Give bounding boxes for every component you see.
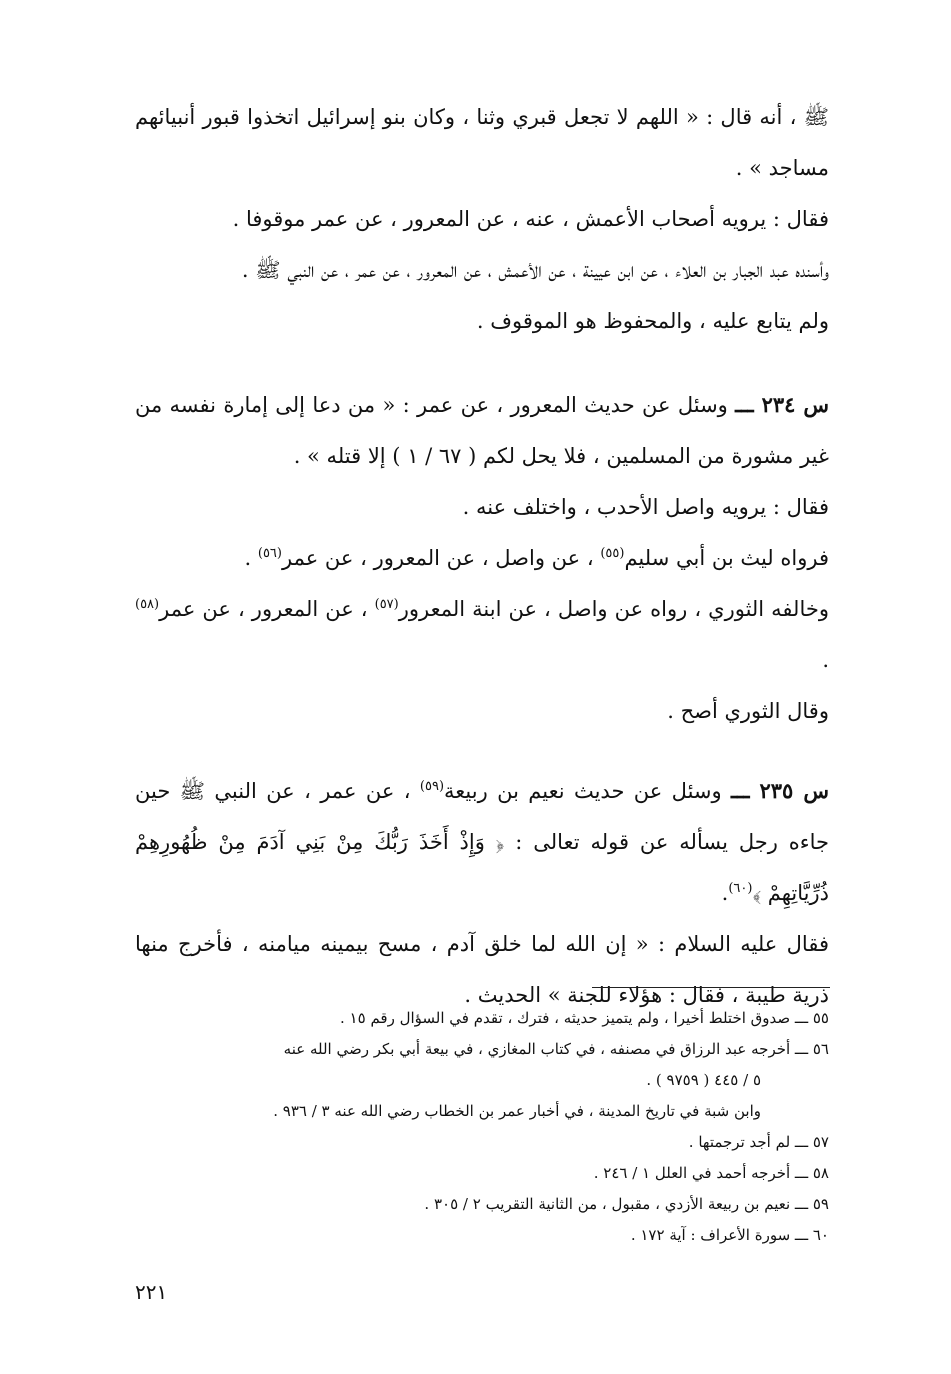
text-line: فقال عليه السلام : « إن الله لما خلق آدم ، مسح بيمينه ميامنه ، فأخرج منها ذرية طيبة ، فقال : هؤلاء للجنة » الحديث .: [135, 932, 829, 1007]
text-line: ﷺ ، أنه قال : « اللهم لا تجعل قبري وثنا ، وكان بنو إسرائيل اتخذوا قبور أنبيائهم مساجد » .: [135, 105, 829, 180]
footnote-56-continuation: ٥ / ٤٤٥ ( ٩٧٥٩ ) .: [646, 1071, 761, 1089]
paragraph-ruling: [135, 194, 829, 245]
footnote-56-second-source: وابن شبة في تاريخ المدينة ، في أخبار عمر بن الخطاب رضي الله عنه ٣ / ٩٣٦ .: [273, 1102, 761, 1120]
text-line: وقال الثوري أصح .: [667, 699, 829, 723]
text-line: ، عن واصل ، عن المعرور ، عن عمر: [282, 546, 594, 570]
footnote-60: ٦٠ ـــ سورة الأعراف : آية ١٧٢ .: [630, 1226, 829, 1244]
text-line: ، عن المعرور ، عن عمر: [159, 597, 368, 621]
footnote-ref-56[interactable]: (٥٦): [257, 546, 282, 561]
paragraph-verdict: [135, 686, 829, 737]
paragraph-isnad: [135, 245, 829, 296]
question-235: [135, 765, 829, 919]
question-234: [135, 379, 829, 482]
text-line: وخالفه الثوري ، رواه عن واصل ، عن ابنة المعرور: [398, 597, 829, 621]
footnotes: [135, 1003, 829, 1251]
text-line: .: [822, 648, 829, 672]
footnote-55: ٥٥ ـــ صدوق اختلط أخيرا ، ولم يتميز حديثه ، فترك ، تقدم في السؤال رقم ١٥ .: [340, 1009, 829, 1027]
text-line: فقال : يرويه واصل الأحدب ، واختلف عنه .: [462, 495, 829, 519]
footnote-ref-58[interactable]: (٥٨): [135, 597, 160, 612]
footnote-56: ٥٦ ـــ أخرجه عبد الرزاق في مصنفه ، في كتاب المغازي ، في بيعة أبي بكر رضي الله عنه: [283, 1040, 829, 1058]
footnote-ref-59[interactable]: (٥٩): [419, 779, 445, 794]
paragraph-answer-234: [135, 482, 829, 533]
text-line: فرواه ليث بن أبي سليم: [624, 546, 829, 570]
footnote-58: ٥٨ ـــ أخرجه أحمد في العلل ١ / ٢٤٦ .: [593, 1164, 829, 1182]
paragraph-thawri-narration: [135, 584, 829, 686]
paragraph-hadith-quote: [135, 92, 829, 194]
paragraph-conclusion: [135, 296, 829, 347]
main-text: [135, 92, 829, 1021]
question-number-235: س ٢٣٥ ـــ: [731, 778, 829, 803]
footnote-ref-60[interactable]: (٦٠): [728, 881, 753, 896]
footnote-57: ٥٧ ـــ لم أجد ترجمتها .: [688, 1133, 829, 1151]
footnote-59: ٥٩ ـــ نعيم بن ربيعة الأزدي ، مقبول ، من الثانية التقريب ٢ / ٣٠٥ .: [424, 1195, 829, 1213]
text-line: وأسنده عبد الجبار بن العلاء ، عن ابن عيينة ، عن الأعمش ، عن المعرور ، عن عمر ، عن النبي ﷺ .: [241, 258, 829, 282]
text-line: .: [244, 546, 252, 570]
text-line: ولم يتابع عليه ، والمحفوظ هو الموقوف .: [476, 309, 829, 333]
footnote-divider: [592, 987, 830, 988]
question-number-234: س ٢٣٤ ـــ: [735, 392, 829, 417]
text-line: .: [721, 881, 729, 905]
question-text-235-cont: ، عن عمر ، عن النبي ﷺ حين جاءه رجل يسأله عن قوله تعالى : ﴿ وَإِذْ أَخَذَ رَبُّكَ مِنْ بَنِي آدَمَ مِنْ ظُهُورِهِمْ ذُرِّيَّاتِهِمْ ﴾: [135, 779, 829, 905]
paragraph-layth-narration: [135, 533, 829, 584]
page-number: ٢٢١: [135, 1280, 168, 1304]
footnote-ref-55[interactable]: (٥٥): [600, 546, 625, 561]
text-line: فقال : يرويه أصحاب الأعمش ، عنه ، عن المعرور ، عن عمر موقوفا .: [232, 207, 829, 231]
question-text-235: وسئل عن حديث نعيم بن ربيعة: [444, 779, 722, 803]
footnote-ref-57[interactable]: (٥٧): [374, 597, 399, 612]
question-text-234: وسئل عن حديث المعرور ، عن عمر : « من دعا إلى إمارة نفسه من غير مشورة من المسلمين ، فلا يحل لكم ( ٦٧ / ١ ) إلا قتله » .: [135, 393, 829, 468]
